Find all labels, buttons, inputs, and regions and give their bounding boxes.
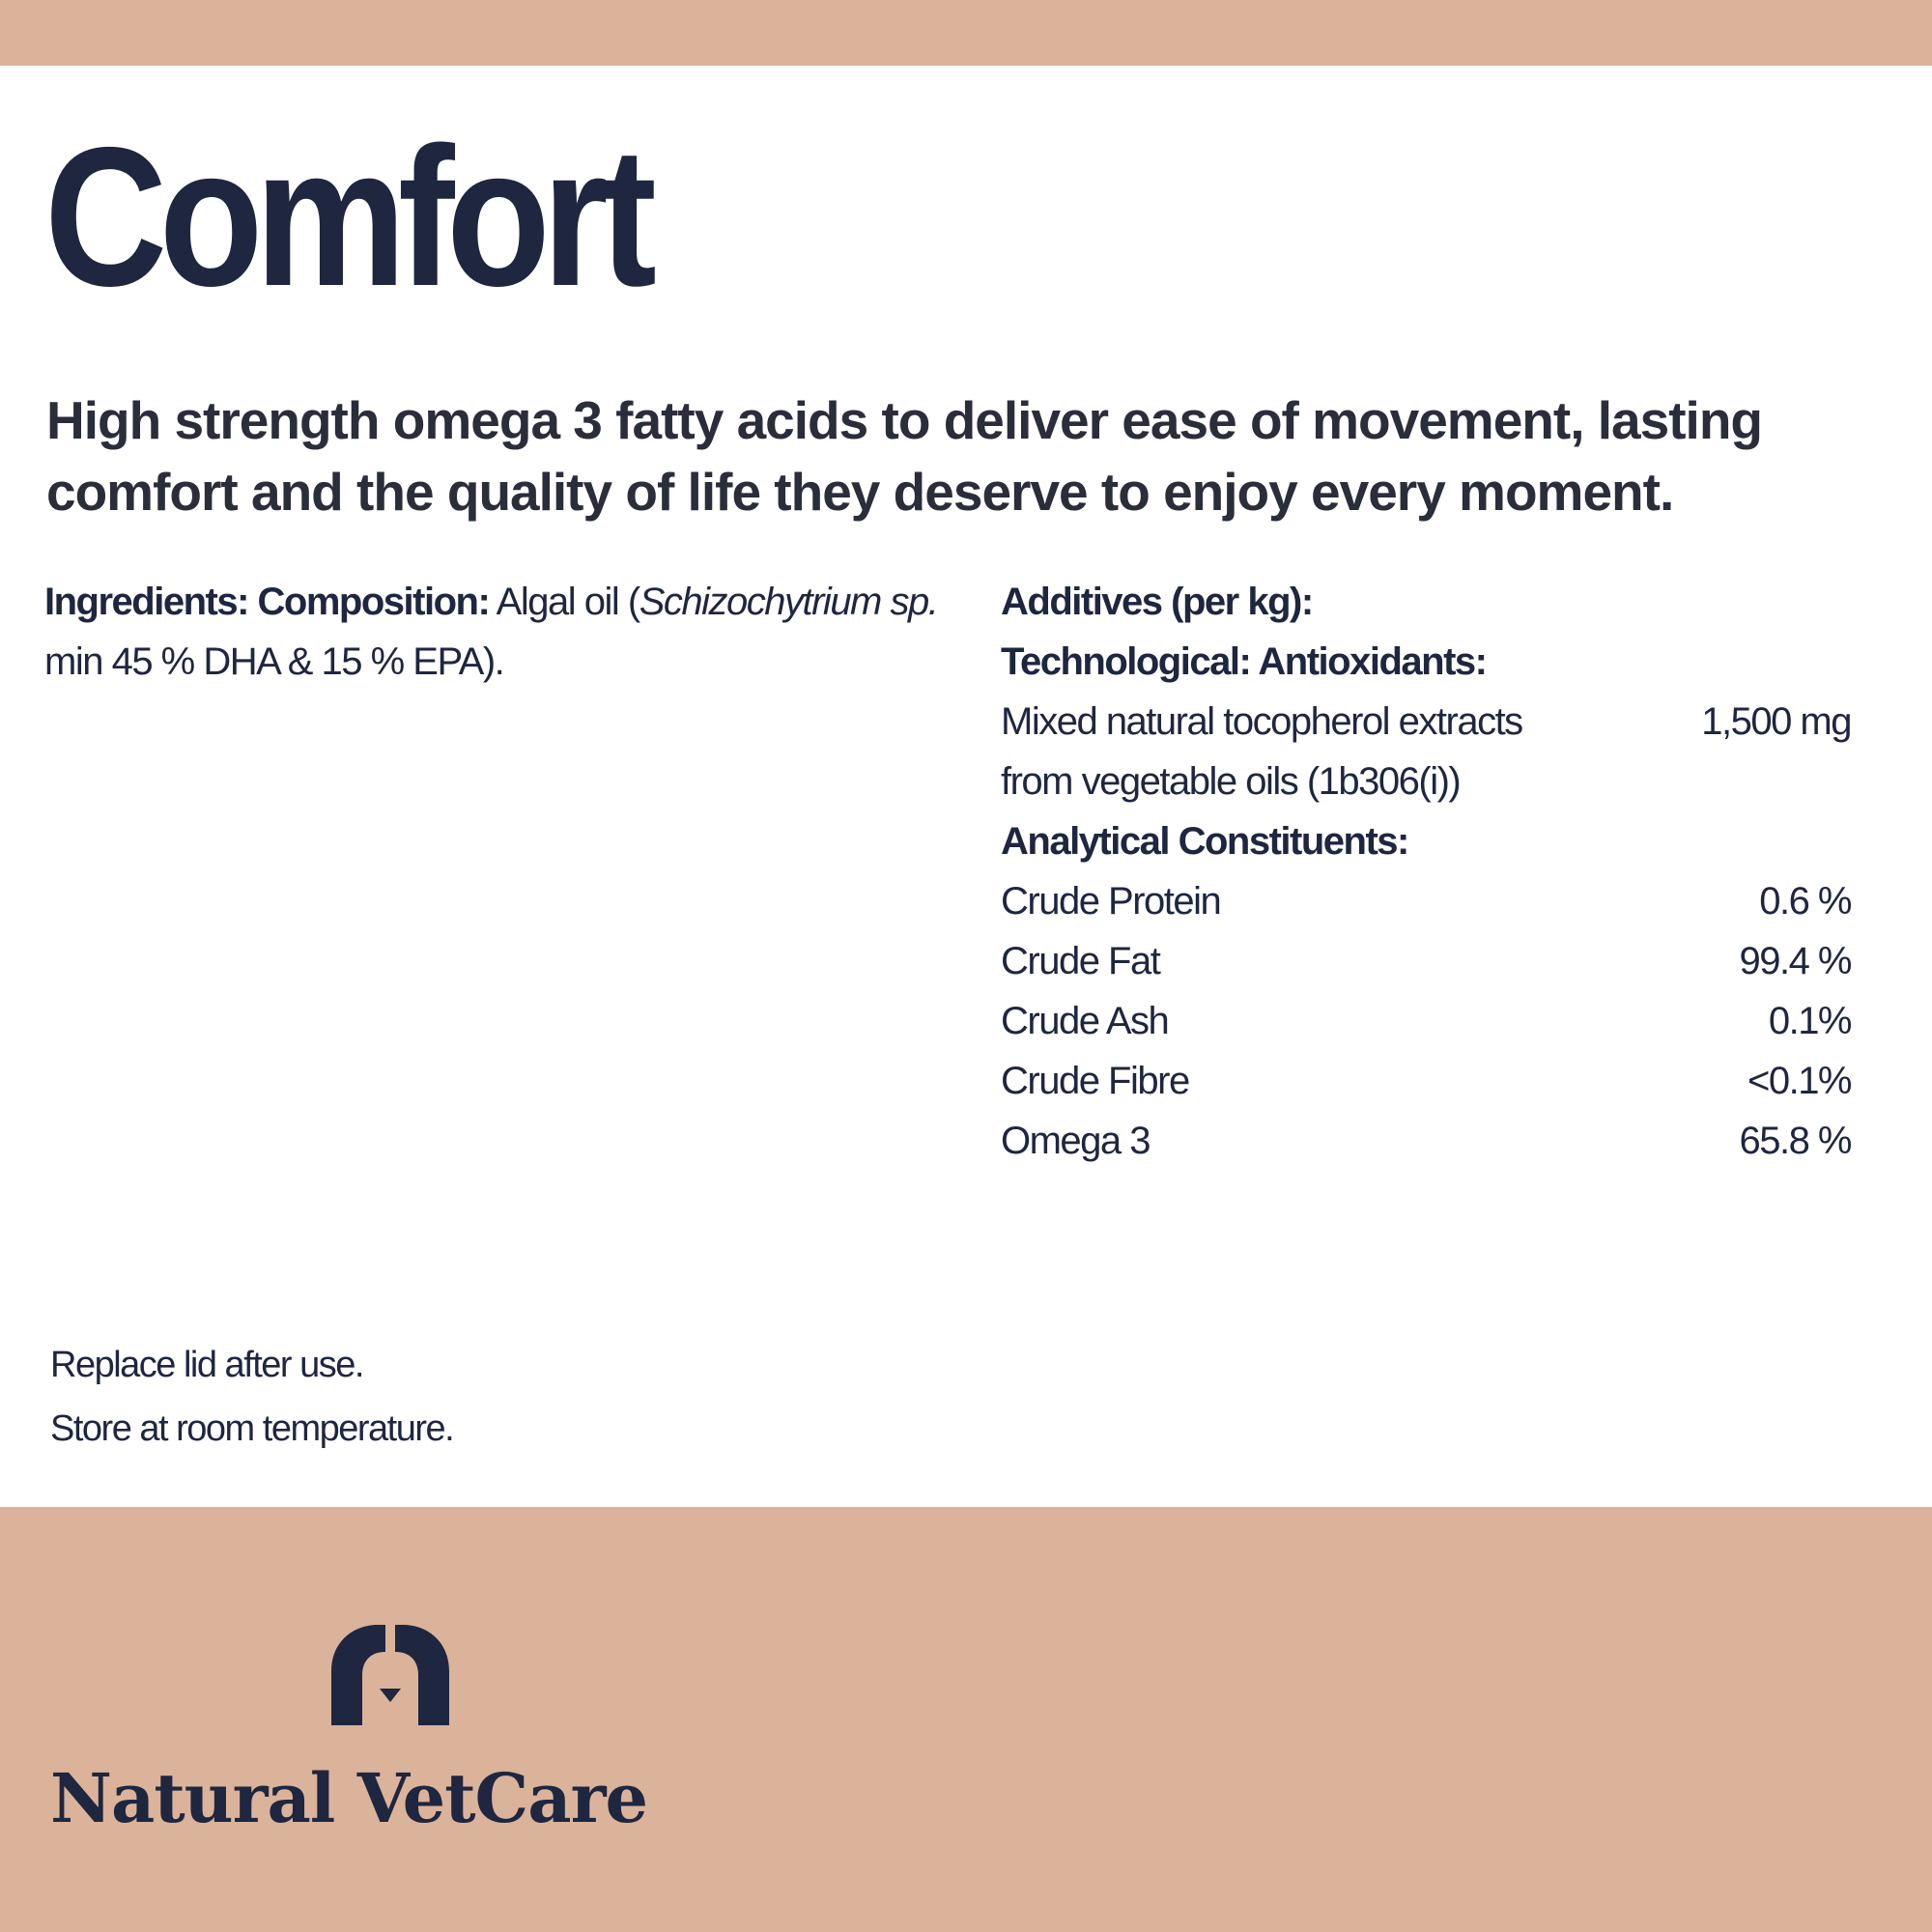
ingredients-label: Ingredients: [44,581,248,623]
constituent-name: Omega 3 [1001,1120,1151,1162]
constituent-row [1001,1051,1851,1111]
constituent-name: Crude Fibre [1001,1060,1189,1102]
constituent-name: Crude Ash [1001,1000,1169,1042]
constituent-value: 65.8 % [1739,1120,1851,1162]
constituent-row [1001,991,1851,1051]
constituent-value: 0.1% [1768,1000,1851,1042]
bottom-color-band [0,1507,1932,1932]
composition-species: Schizochytrium sp. [639,581,938,623]
brand-name: Natural VetCare [50,1758,648,1838]
constituent-row [1001,931,1851,991]
storage-instructions [50,1333,453,1461]
storage-line-lid: Replace lid after use. [50,1345,363,1385]
additives-block [1001,572,1851,1171]
composition-text-end: min 45 % DHA & 15 % EPA). [44,640,504,683]
constituent-value: <0.1% [1747,1060,1851,1102]
product-tagline: High strength omega 3 fatty acids to deliver ease of movement, lasting comfort and the quality of life they deserve to enjoy every moment. [46,390,1763,522]
product-title: Comfort [44,106,649,327]
constituent-row [1001,1111,1851,1171]
additives-heading: Additives (per kg): [1001,581,1313,623]
composition-text-start: Algal oil ( [489,581,639,623]
storage-line-temperature: Store at room temperature. [50,1408,454,1449]
constituent-row [1001,871,1851,931]
arch-logo-icon [331,1625,449,1725]
constituent-name: Crude Fat [1001,940,1160,982]
tocopherol-name-line2: from vegetable oils (1b306(i)) [1001,760,1461,803]
composition-label: Composition: [257,581,490,623]
constituent-value: 0.6 % [1759,880,1851,923]
ingredients-block [44,572,972,692]
constituent-value: 99.4 % [1739,940,1851,982]
tocopherol-value: 1,500 mg [1701,700,1851,743]
analytical-heading: Analytical Constituents: [1001,820,1408,863]
constituent-name: Crude Protein [1001,880,1221,923]
technological-heading: Technological: Antioxidants: [1001,640,1487,683]
top-color-band [0,0,1932,66]
tocopherol-name-line1: Mixed natural tocopherol extracts [1001,700,1522,743]
tocopherol-row [1001,692,1851,811]
